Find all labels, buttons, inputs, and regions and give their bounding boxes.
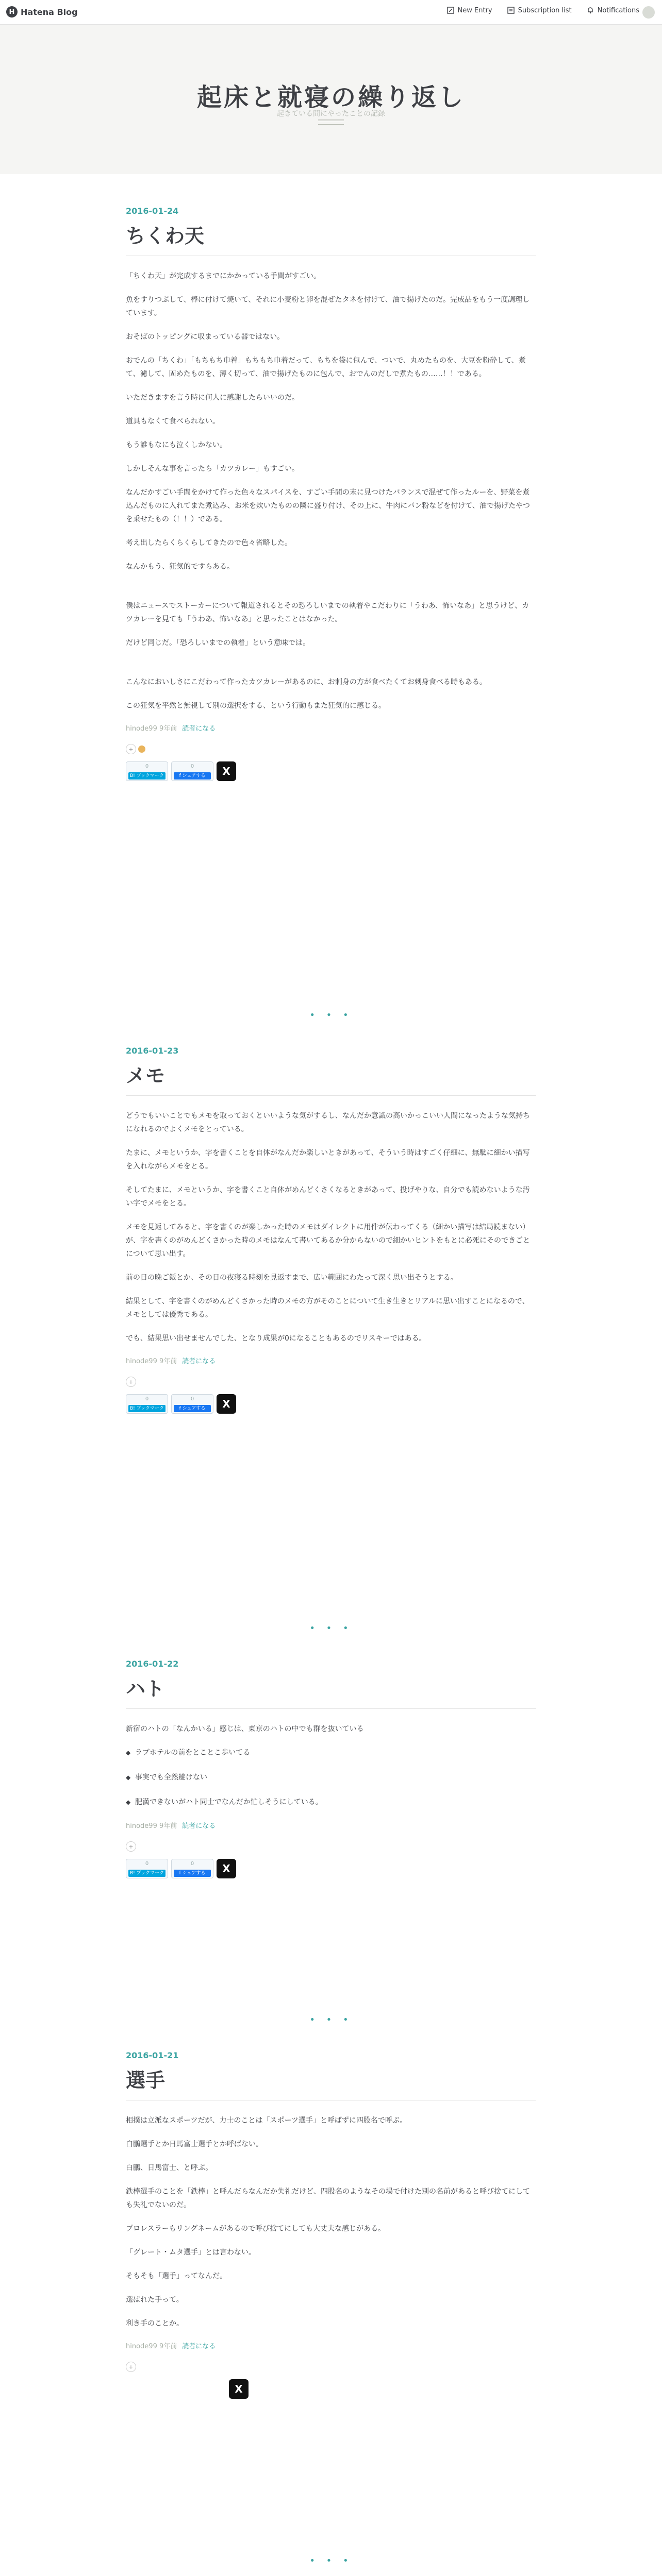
paragraph-gap [126, 660, 536, 675]
entry-divider: • • • [309, 2555, 353, 2566]
entry-author-time[interactable]: hinode99 9年前 [126, 1358, 177, 1365]
entry-paragraph: 僕はニュースでストーカーについて報道されるとその恐ろしいまでの執着やこだわりに「うわあ、怖いなあ」と思うけど、カツカレーを見ても「うわあ、怖いなあ」と思ったことはなかった。 [126, 602, 529, 623]
entry-paragraph: そしてたまに、メモというか、字を書くこと自体がめんどくさくなるときがあって、投げやりな、自分でも読めないような汚い字でメモをとる。 [126, 1186, 530, 1208]
entry-divider: • • • [309, 1010, 353, 1021]
hatena-bookmark-count: 0 [145, 1396, 149, 1402]
entry-paragraph: 新宿のハトの「なんかいる」感じは、東京のハトの中でも群を抜いている [126, 1725, 364, 1733]
entry-paragraph: この狂気を平然と無視して別の選択をする、という行動もまた狂気的に感じる。 [126, 702, 386, 710]
facebook-share-label: f シェアする [174, 1405, 211, 1412]
global-header [0, 0, 662, 25]
entry-paragraph: プロレスラーもリングネームがあるので呼び捨てにしても大丈夫な感じがある。 [126, 2225, 386, 2233]
entry-paragraph: 白鵬、日馬富士、と呼ぶ。 [126, 2164, 213, 2172]
hatena-bookmark-label: B! ブックマーク [128, 1870, 166, 1877]
star-row [126, 1377, 536, 1387]
entry-paragraph: そもそも「選手」ってなんだ。 [126, 2272, 227, 2280]
entry-paragraph: 魚をすりつぶして、棒に付けて焼いて、それに小麦粉と卵を混ぜたタネを付けて、油で揚げたのだ。完成品をもう一度調理しています。 [126, 296, 530, 317]
entry-paragraph: もう誰もなにも泣くしかない。 [126, 441, 227, 449]
entry-paragraph: 鉄棒選手のことを「鉄棒」と呼んだらなんだか失礼だけど、四股名のようなその場で付けた別の名前があると呼び捨てにしても失礼でないのだ。 [126, 2188, 530, 2209]
star-icon [138, 745, 145, 753]
add-star-button[interactable]: + [126, 744, 136, 754]
share-buttons [126, 2379, 536, 2399]
notifications-link[interactable] [586, 6, 639, 14]
entry-paragraph: 結果として、字を書くのがめんどくさかった時のメモの方がそのことについて生き生きとリアルに思い出すことになるので、メモとしては優秀である。 [126, 1297, 529, 1319]
entry-paragraph: 相撲は立派なスポーツだが、力士のことは「スポーツ選手」と呼ばずに四股名で呼ぶ。 [126, 2116, 407, 2125]
entry-date[interactable]: 2016-01-22 [126, 1659, 179, 1669]
list-item: ◆ ラブホテルの前をとことこ歩いてる [126, 1746, 536, 1759]
entry-paragraph: 道具もなくて食べられない。 [126, 417, 220, 426]
entry-date[interactable]: 2016-01-24 [126, 206, 179, 216]
entry-paragraph: いただきますを言う時に何人に感謝したらいいのだ。 [126, 394, 299, 402]
list-icon [507, 6, 515, 14]
entry-divider: • • • [309, 2014, 353, 2025]
facebook-share-button[interactable] [171, 1394, 213, 1414]
bell-icon [586, 6, 594, 14]
entry-article [126, 2050, 536, 2399]
entry-date[interactable]: 2016-01-21 [126, 2050, 179, 2060]
entry-paragraph: でも、結果思い出せませんでした、となり成果が0になることもあるのでリスキーではある。 [126, 1334, 426, 1343]
hatena-logo-text: Hatena Blog [21, 7, 78, 17]
subscribe-link[interactable]: 読者になる [182, 725, 216, 733]
add-star-button[interactable]: + [126, 1841, 136, 1852]
star-row [126, 1841, 536, 1852]
paragraph-gap [126, 584, 536, 599]
new-entry-label: New Entry [457, 6, 492, 14]
list-item: ◆ 肥満できないがハト同士でなんだか忙しそうにしている。 [126, 1795, 536, 1809]
entry-divider: • • • [309, 1623, 353, 1634]
hatena-logo-icon: H [6, 6, 18, 18]
entry-paragraph: だけど同じだ。「恐ろしいまでの執着」という意味では。 [126, 639, 310, 647]
entry-paragraph: 利き手のことか。 [126, 2319, 184, 2328]
blog-description: 起きている間にやったことの記録 [277, 110, 385, 118]
header-decoration [318, 120, 344, 125]
star-row [126, 2362, 536, 2372]
entry-paragraph: メモを見返してみると、字を書くのが楽しかった時のメモはダイレクトに用件が伝わってくる（細かい描写は結局読まない）が、字を書くのがめんどくさかった時のメモはなんて書いてあるか分からないので細かいヒントをもとに必死にそのできごとについて思い出す。 [126, 1223, 530, 1258]
entry-content [126, 1109, 536, 1345]
entry-title[interactable]: ハト [126, 1673, 536, 1709]
subscribe-link[interactable]: 読者になる [182, 1822, 216, 1830]
entry-paragraph: たまに、メモというか、字を書くことを自体がなんだか楽しいときがあって、そういう時はすごく仔細に、無駄に細かい描写を入れながらメモをとる。 [126, 1149, 530, 1171]
hatena-bookmark-button[interactable] [126, 1394, 168, 1414]
facebook-share-count: 0 [190, 1861, 194, 1867]
subscribe-link[interactable]: 読者になる [182, 1358, 216, 1365]
entry-paragraph: なんだかすごい手間をかけて作った色々なスパイスを、すごい手間の末に見つけたバランスで混ぜて作ったルーを、野菜を煮込んだものに入れてまた煮込み、お米を炊いたものの隣に盛り付け、その上に、牛肉にパン粉などを付けて、油で揚げたやつを乗せたもの（！！）である。 [126, 488, 530, 523]
entry-footer [126, 2341, 536, 2350]
user-avatar[interactable] [642, 6, 655, 19]
entry-paragraph: おそばのトッピングに収まっている器ではない。 [126, 333, 285, 341]
entry-content [126, 269, 536, 713]
entry-date[interactable]: 2016-01-23 [126, 1046, 179, 1056]
entry-paragraph: こんなにおいしさにこだわって作ったカツカレーがあるのに、お刺身の方が食べたくてお刺身食べる時もある。 [126, 678, 487, 686]
entry-article [126, 1046, 536, 1414]
facebook-share-button[interactable] [171, 761, 213, 781]
entry-content [126, 1722, 536, 1809]
entry-paragraph: 選ばれた手って。 [126, 2296, 184, 2304]
entry-footer [126, 723, 536, 733]
hatena-bookmark-button[interactable] [126, 761, 168, 781]
notifications-label: Notifications [597, 6, 639, 14]
x-share-button[interactable]: X [217, 1394, 236, 1414]
add-star-button[interactable]: + [126, 2362, 136, 2372]
x-share-button[interactable]: X [217, 761, 236, 781]
hatena-logo[interactable] [6, 6, 78, 18]
entry-footer [126, 1355, 536, 1365]
entry-footer [126, 1820, 536, 1830]
entry-paragraph: 白鵬選手とか日馬富士選手とか呼ばない。 [126, 2140, 263, 2148]
facebook-share-button[interactable] [171, 1859, 213, 1878]
facebook-share-label: f シェアする [174, 1870, 211, 1877]
entry-article [126, 206, 536, 781]
x-share-button[interactable]: X [229, 2379, 249, 2399]
pencil-icon [446, 6, 455, 14]
subscription-list-link[interactable] [507, 6, 572, 14]
hatena-bookmark-count: 0 [145, 1861, 149, 1867]
list-item: ◆ 事実でも全然避けない [126, 1771, 536, 1784]
x-share-button[interactable]: X [217, 1859, 236, 1878]
entry-paragraph: どうでもいいことでもメモを取っておくといいような気がするし、なんだか意識の高いかっこいい人間になったような気持ちになれるのでよくメモをとっている。 [126, 1112, 530, 1133]
star-row [126, 744, 536, 754]
entry-article [126, 1659, 536, 1878]
subscribe-link[interactable]: 読者になる [182, 2343, 216, 2350]
new-entry-link[interactable] [446, 6, 492, 14]
entry-paragraph: 「グレート・ムタ選手」とは言わない。 [126, 2248, 256, 2257]
share-buttons [126, 761, 536, 781]
entry-paragraph: しかしそんな事を言ったら「カツカレー」もすごい。 [126, 465, 299, 473]
hatena-bookmark-label: B! ブックマーク [128, 1405, 166, 1412]
subscription-list-label: Subscription list [518, 6, 572, 14]
entry-paragraph: 考え出したらくらくらしてきたので色々省略した。 [126, 539, 292, 547]
entry-author-time[interactable]: hinode99 9年前 [126, 1822, 177, 1830]
hatena-bookmark-count: 0 [145, 764, 149, 769]
entry-title[interactable]: メモ [126, 1060, 536, 1096]
entry-paragraph: おでんの「ちくわ」「もちもち巾着」もちもち巾着だって、もちを袋に包んで、ついで、丸めたものを、大豆を粉砕して、煮て、濾して、固めたものを、薄く切って、油で揚げたものに包んで、おでんのだしで煮たもの……！！である。 [126, 357, 526, 378]
entry-author-time[interactable]: hinode99 9年前 [126, 2343, 177, 2350]
share-buttons [126, 1394, 536, 1414]
hatena-bookmark-label: B! ブックマーク [128, 772, 166, 779]
entry-paragraph: 「ちくわ天」が完成するまでにかかっている手間がすごい。 [126, 272, 321, 280]
entry-content [126, 2114, 536, 2330]
entry-author-time[interactable]: hinode99 9年前 [126, 725, 177, 733]
facebook-share-count: 0 [190, 1396, 194, 1402]
entry-title[interactable]: ちくわ天 [126, 220, 536, 256]
blog-title[interactable]: 起床と就寝の繰り返し [196, 83, 465, 112]
share-buttons [126, 1859, 536, 1878]
entry-paragraph: 前の日の晩ご飯とか、その日の夜寝る時刻を見返すまで、広い範囲にわたって深く思い出そうとする。 [126, 1274, 458, 1282]
hatena-bookmark-button[interactable] [126, 1859, 168, 1878]
entry-title[interactable]: 選手 [126, 2064, 536, 2100]
entry-paragraph: なんかもう、狂気的ですらある。 [126, 563, 234, 571]
add-star-button[interactable]: + [126, 1377, 136, 1387]
facebook-share-label: f シェアする [174, 772, 211, 779]
facebook-share-count: 0 [190, 764, 194, 769]
entry-list [126, 1746, 536, 1809]
